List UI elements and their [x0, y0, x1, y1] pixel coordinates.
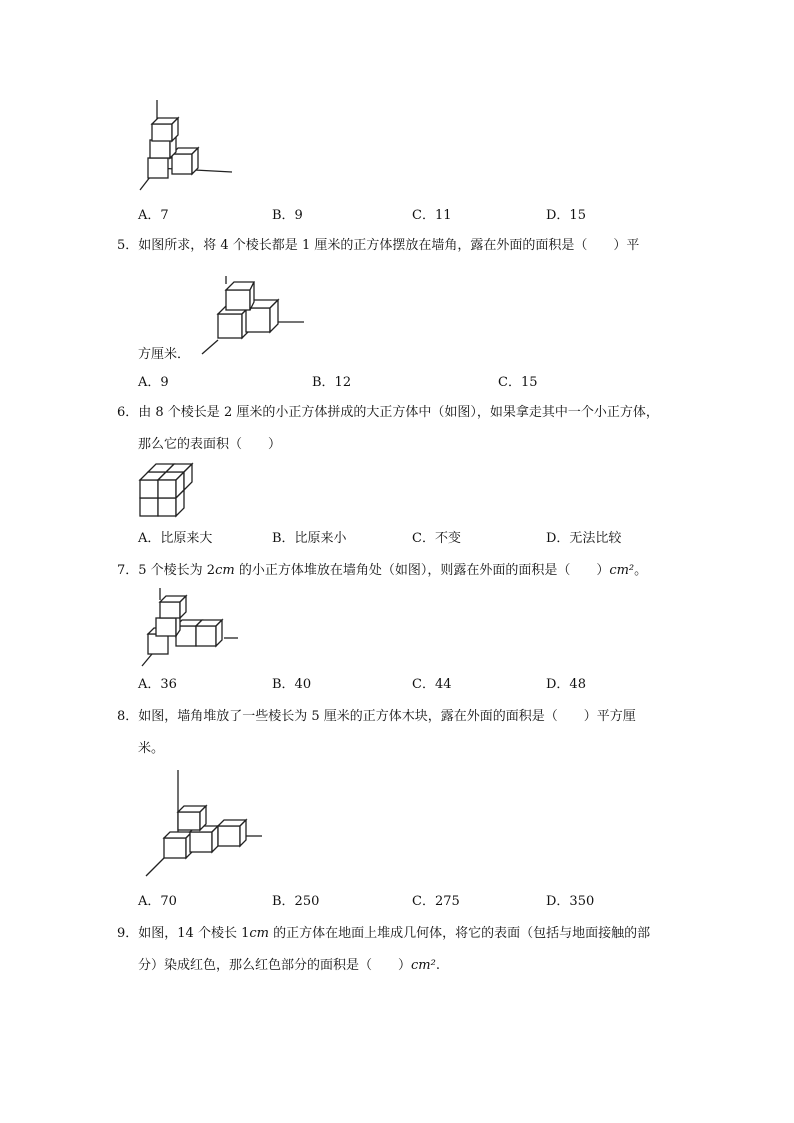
q5-cube: [218, 306, 250, 338]
q4-option-d[interactable]: D．15: [546, 208, 586, 223]
q5-question-text-cont: 方厘米．: [138, 347, 191, 362]
q7-cube: [196, 620, 222, 646]
q4-option-a[interactable]: A．7: [138, 208, 169, 223]
q9-question-text: [117, 925, 650, 943]
q6-question-text-cont: 那么它的表面积（ ）: [138, 437, 282, 452]
q7-cube: [160, 596, 186, 618]
q6-figure: [138, 462, 198, 522]
q8-figure: [142, 770, 272, 880]
q7-question-text: [117, 562, 647, 580]
q6-question-text: 6．由 8 个棱长是 2 厘米的小正方体拼成的大正方体中（如图），如果拿走其中一个小正方体，: [117, 405, 659, 420]
q5-question-text: 5．如图所求，将 4 个棱长都是 1 厘米的正方体摆放在墙角，露在外面的面积是（ ）平: [117, 238, 640, 253]
q8-cube: [164, 832, 192, 858]
q9-unit-squared: cm²: [411, 958, 436, 973]
q5-option-a[interactable]: A．9: [138, 375, 169, 390]
q8-cube: [178, 806, 206, 830]
q7-option-a[interactable]: A．36: [138, 677, 177, 692]
q7-option-b[interactable]: B．40: [272, 677, 312, 692]
q9-unit: cm: [249, 926, 269, 941]
q8-cube: [218, 820, 246, 846]
q7-text-pre: 7．5 个棱长为 2: [117, 563, 216, 578]
q4-cube: [152, 118, 178, 141]
q4-option-b[interactable]: B．9: [272, 208, 303, 223]
q7-figure: [138, 588, 248, 668]
q7-text-end: 。: [634, 563, 648, 578]
q6-cube-stack: [140, 464, 192, 516]
q9-question-text-cont: [138, 957, 440, 975]
q7-option-c[interactable]: C．44: [412, 677, 452, 692]
q6-option-b[interactable]: B．比原来小: [272, 531, 347, 546]
q7-unit: cm: [215, 563, 235, 578]
q6-option-c[interactable]: C．不变: [412, 531, 461, 546]
q5-option-b[interactable]: B．12: [312, 375, 352, 390]
q9-text-post: 的正方体在地面上堆成几何体，将它的表面（包括与地面接触的部: [268, 926, 651, 941]
q8-option-b[interactable]: B．250: [272, 894, 320, 909]
q8-question-text: 8．如图，墙角堆放了一些棱长为 5 厘米的正方体木块，露在外面的面积是（ ）平方厘: [117, 709, 636, 724]
q7-text-post: 的小正方体堆放在墙角处（如图），则露在外面的面积是（ ）: [234, 563, 610, 578]
q4-figure: [132, 98, 252, 198]
q5-option-c[interactable]: C．15: [498, 375, 538, 390]
q7-unit-squared: cm²: [609, 563, 635, 578]
q9-text-line2: 分）染成红色，那么红色部分的面积是（ ）: [138, 958, 412, 973]
q6-option-a[interactable]: A．比原来大: [138, 531, 213, 546]
q8-option-a[interactable]: A．70: [138, 894, 177, 909]
q9-text-pre: 9．如图，14 个棱长 1: [117, 926, 250, 941]
q5-figure: [196, 272, 316, 352]
q8-option-d[interactable]: D．350: [546, 894, 595, 909]
q8-question-text-cont: 米。: [138, 741, 165, 756]
q9-text-end: .: [435, 958, 440, 973]
q4-option-c[interactable]: C．11: [412, 208, 452, 223]
q6-option-d[interactable]: D．无法比较: [546, 531, 622, 546]
q8-option-c[interactable]: C．275: [412, 894, 460, 909]
q5-cube: [226, 282, 254, 310]
q7-option-d[interactable]: D．48: [546, 677, 586, 692]
